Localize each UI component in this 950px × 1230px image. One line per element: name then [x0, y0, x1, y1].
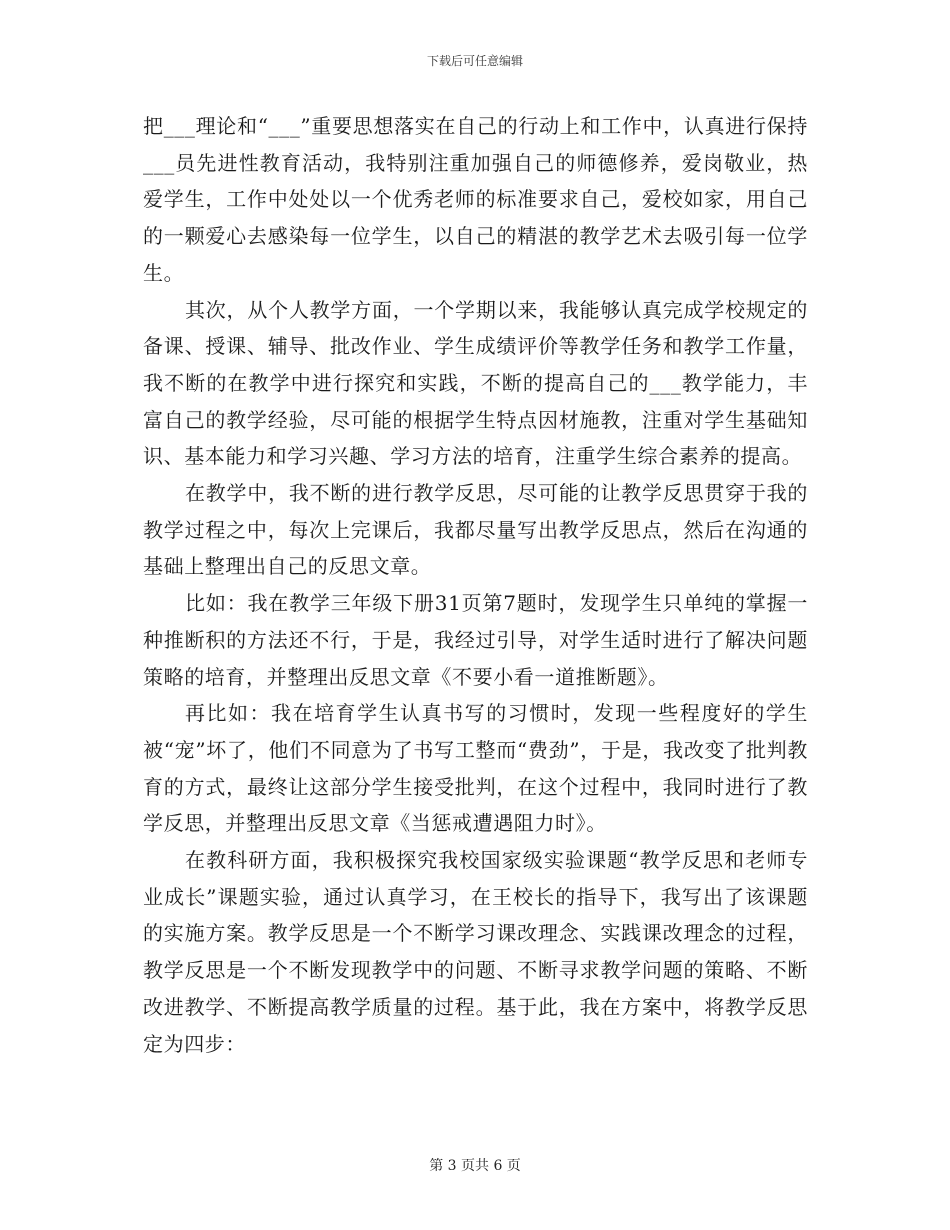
paragraph-6: 在教科研方面，我积极探究我校国家级实验课题“教学反思和老师专业成长”课题实验，通过认真学习，在王校长的指导下，我写出了该课题的实施方案。教学反思是一个不断学习课改理念、实践课改理念的过程，教学反思是一个不断发现教学中的问题、不断寻求教学问题的策略、不断改进教学、不断提高教学质量的过程。基于此，我在方案中，将教学反思定为四步： — [143, 848, 808, 1056]
paragraph-2: 其次，从个人教学方面，一个学期以来，我能够认真完成学校规定的备课、授课、辅导、批改作业、学生成绩评价等教学任务和教学工作量，我不断的在教学中进行探究和实践，不断的提高自己的___教学能力，丰富自己的教学经验，尽可能的根据学生特点因材施教，注重对学生基础知识、基本能力和学习兴趣、学习方法的培育，注重学生综合素养的提高。 — [143, 297, 808, 469]
page-header-note: 下载后可任意编辑 — [426, 54, 523, 68]
paragraph-3: 在教学中，我不断的进行教学反思，尽可能的让教学反思贯穿于我的教学过程之中，每次上完课后，我都尽量写出教学反思点，然后在沟通的基础上整理出自己的反思文章。 — [143, 481, 808, 579]
paragraph-5: 再比如：我在培育学生认真书写的习惯时，发现一些程度好的学生被“宠”坏了，他们不同意为了书写工整而“费劲”，于是，我改变了批判教育的方式，最终让这部分学生接受批判，在这个过程中，我同时进行了教学反思，并整理出反思文章《当惩戒遭遇阻力时》。 — [143, 701, 808, 836]
paragraph-1: 把___理论和“___”重要思想落实在自己的行动上和工作中，认真进行保持___员先进性教育活动，我特别注重加强自己的师德修养，爱岗敬业，热爱学生，工作中处处以一个优秀老师的标准要求自己，爱校如家，用自己的一颗爱心去感染每一位学生，以自己的精湛的教学艺术去吸引每一位学生。 — [143, 114, 808, 285]
paragraph-4: 比如：我在教学三年级下册31页第7题时，发现学生只单纯的掌握一种推断积的方法还不行，于是，我经过引导，对学生适时进行了解决问题策略的培育，并整理出反思文章《不要小看一道推断题》。 — [143, 591, 808, 689]
page-number-footer: 第 3 页共 6 页 — [429, 1158, 521, 1174]
document-body — [143, 108, 808, 1062]
